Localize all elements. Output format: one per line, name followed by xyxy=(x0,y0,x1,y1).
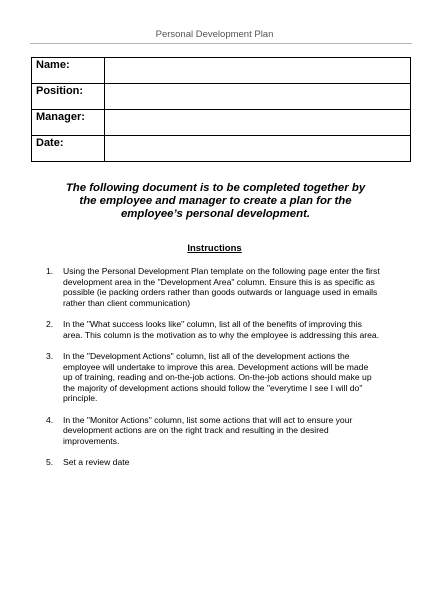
instruction-number: 4. xyxy=(46,414,54,425)
instruction-text: Using the Personal Development Plan template on the following page enter the first development area in the "Development Area" column. Ensure this is as specific as possible (ie packing orders rather than goods outwards or language used in emails rather than client communication) xyxy=(63,266,380,308)
manager-value-cell[interactable] xyxy=(105,110,411,136)
info-row-manager xyxy=(32,110,411,136)
instruction-number: 1. xyxy=(46,266,54,276)
info-row-name xyxy=(32,58,411,84)
manager-label: Manager: xyxy=(32,110,105,136)
name-label: Name: xyxy=(32,58,105,84)
instruction-text: In the "Development Actions" column, list all of the development actions the employee will undertake to improve this area. Development actions will be made up of training, reading and on-the-job actions. On-the-job actions should make up the majority of development actions should follow the "everytime I see I will do" principle. xyxy=(63,350,372,404)
info-row-date xyxy=(32,136,411,162)
position-value-cell[interactable] xyxy=(105,84,411,110)
employee-info-table xyxy=(31,57,411,162)
date-label: Date: xyxy=(32,136,105,162)
instruction-text: In the "What success looks like" column, list all of the benefits of improving this area. This column is the motivation as to why the employee is addressing this area. xyxy=(63,319,380,340)
instruction-item xyxy=(46,319,380,340)
instruction-item xyxy=(46,351,380,404)
document-header-title: Personal Development Plan xyxy=(155,29,274,40)
instruction-text: In the "Monitor Actions" column, list some actions that will act to ensure your development actions are on the right track and resulting in the desired improvements. xyxy=(63,414,353,446)
instructions-list xyxy=(46,266,380,478)
date-value-cell[interactable] xyxy=(105,136,411,162)
info-row-position xyxy=(32,84,411,110)
name-value-cell[interactable] xyxy=(105,58,411,84)
header-divider xyxy=(30,43,412,44)
instruction-number: 3. xyxy=(46,350,54,361)
position-label: Position: xyxy=(32,84,105,110)
instruction-number: 2. xyxy=(46,319,54,330)
instruction-number: 5. xyxy=(46,457,54,468)
instruction-item xyxy=(46,415,380,447)
intro-paragraph: The following document is to be completed together by the employee and manager to create a plan for the employee’s personal development. xyxy=(65,182,366,220)
instruction-item xyxy=(46,266,380,308)
instruction-text: Set a review date xyxy=(63,457,130,468)
instruction-item xyxy=(46,457,380,468)
instructions-heading: Instructions xyxy=(187,243,242,254)
